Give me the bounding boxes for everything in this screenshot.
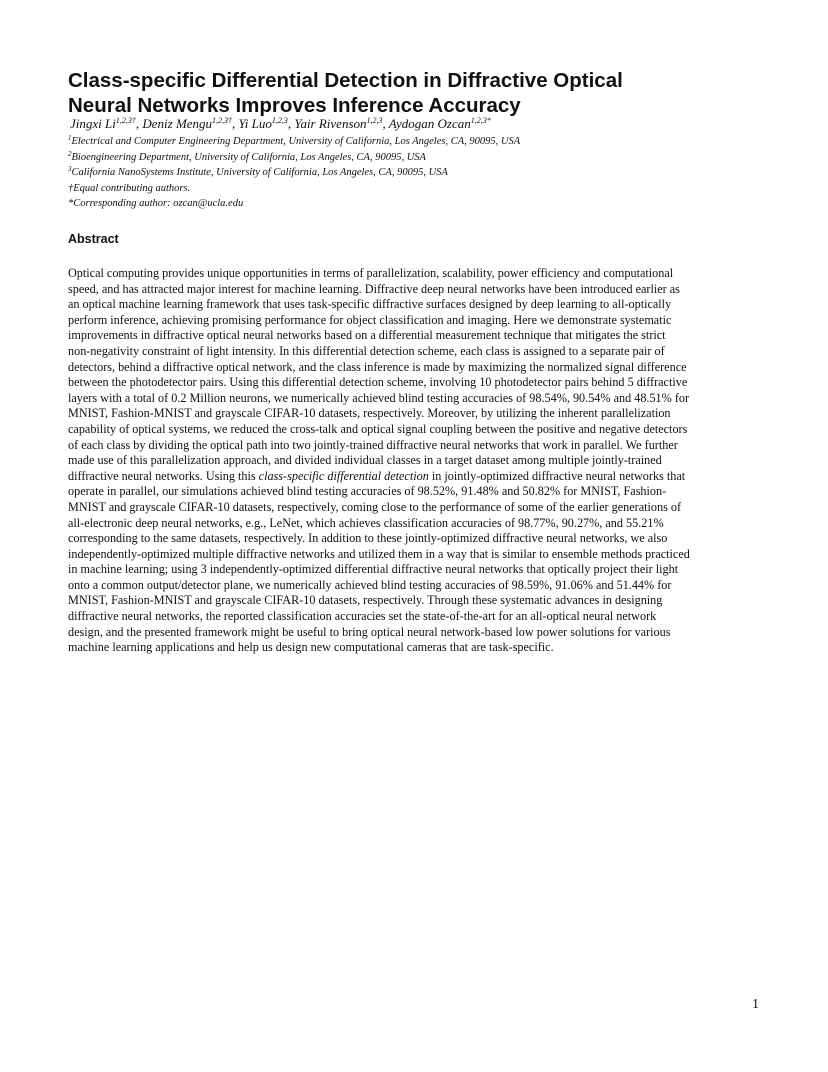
abstract-line: MNIST, Fashion-MNIST and grayscale CIFAR-10 datasets, respectively. Through these systematic advances in designing <box>68 593 663 608</box>
title-line: Neural Networks Improves Inference Accuracy <box>68 94 521 117</box>
author-affiliation-mark: 1,2,3† <box>212 116 233 125</box>
abstract-line: perform inference, achieving promising performance for object classification and imaging. Here we demonstrate systematic <box>68 312 672 327</box>
affiliation-text: Bioengineering Department, University of California, Los Angeles, CA, 90095, USA <box>71 151 426 163</box>
author-name: Yair Rivenson <box>294 116 367 131</box>
emphasized-term: class-specific differential detection <box>258 468 429 483</box>
affiliation-mark: 1 <box>68 134 72 142</box>
abstract-line: all-electronic deep neural networks, e.g., LeNet, which achieves classification accuracies of 98.77%, 90.27%, and 55.21% <box>68 515 664 530</box>
author-affiliation-mark: 1,2,3 <box>366 116 383 125</box>
affiliation-text: California NanoSystems Institute, University of California, Los Angeles, CA, 90095, USA <box>71 167 448 178</box>
author-affiliation-mark: 1,2,3† <box>115 116 136 125</box>
abstract-line: detectors, behind a diffractive optical network, and the class inference is made by maximizing the normalized signal difference <box>68 359 687 374</box>
abstract-line: MNIST and grayscale CIFAR-10 datasets, respectively, coming close to the performance of some of the earlier generations of <box>68 499 682 514</box>
abstract-line-with-emphasis <box>68 469 768 485</box>
abstract-line: machine learning applications and help us design new computational cameras that are task-specific. <box>68 640 554 655</box>
abstract-line: of each class by dividing the optical path into two jointly-trained diffractive neural networks that work in parallel. We further <box>68 437 678 452</box>
abstract-line: operate in parallel, our simulations achieved blind testing accuracies of 98.52%, 91.48% and 50.82% for MNIST, Fashion- <box>68 484 667 499</box>
abstract-line: capability of optical systems, we reduced the cross-talk and optical signal coupling between the positive and negative detectors <box>68 421 688 436</box>
affiliation-text: Electrical and Computer Engineering Department, University of California, Los Angeles, CA, 90095, USA <box>71 136 521 147</box>
abstract-line: diffractive neural networks, the reported classification accuracies set the state-of-the-art for an all-optical neural network <box>68 609 657 624</box>
paper-title <box>68 68 768 118</box>
affiliation-mark: 3 <box>68 165 72 173</box>
affiliation-mark: 2 <box>68 149 72 158</box>
author-affiliation-mark: 1,2,3 <box>271 116 288 125</box>
abstract-line: corresponding to the same datasets, respectively. In addition to these jointly-optimized diffractive neural networks, we also <box>68 531 668 546</box>
abstract-line: layers with a total of 0.2 Million neurons, we numerically achieved blind testing accuracies of 98.54%, 90.54% and 48.51% for <box>68 390 690 405</box>
abstract-body <box>68 266 768 656</box>
affiliation <box>68 134 788 150</box>
abstract-line: between the photodetector pairs. Using this differential detection scheme, involving 10 photodetector pairs behind 5 diffractive <box>68 375 688 390</box>
author-name: Deniz Mengu <box>142 116 213 131</box>
author-name: Jingxi Li <box>70 116 116 131</box>
abstract-line: onto a common output/detector plane, we numerically achieved blind testing accuracies of 98.59%, 91.06% and 51.44% for <box>68 577 672 592</box>
abstract-line: speed, and has attracted major interest for machine learning. Diffractive deep neural networks have been introduced earlier as <box>68 281 680 296</box>
title-line: Class-specific Differential Detection in Diffractive Optical <box>68 69 623 92</box>
abstract-line: MNIST, Fashion-MNIST and grayscale CIFAR-10 datasets, respectively. Moreover, by utilizing the inherent parallelization <box>68 406 671 421</box>
abstract-line: non-negativity constraint of light intensity. In this differential detection scheme, each class is assigned to a separate pair of <box>68 343 665 358</box>
abstract-line: Optical computing provides unique opportunities in terms of parallelization, scalability, power efficiency and computational <box>68 266 674 280</box>
abstract-line: in machine learning; using 3 independently-optimized differential diffractive neural networks that optically project their light <box>68 562 679 577</box>
affiliation-block <box>68 134 788 212</box>
equal-contribution-note: †Equal contributing authors. <box>68 182 191 194</box>
page-number: 1 <box>752 997 759 1012</box>
author-name: Yi Luo <box>238 116 272 131</box>
corresponding-author-note: *Corresponding author: ozcan@ucla.edu <box>68 198 244 209</box>
abstract-text-segment: diffractive neural networks. Using this <box>68 468 259 483</box>
abstract-line: an optical machine learning framework that uses task-specific diffractive surfaces designed by deep learning to all-optically <box>68 297 672 312</box>
abstract-heading: Abstract <box>68 232 119 246</box>
author-list: Jingxi $Li^{1,2,3\dagger}$, Deniz Mengu$^{1,2,3\dagger}$, Yi Luo$^{1,2,3}$, Yair Rivenson$^{1,2,3}$, Aydogan Ozcan$^{1,2,3*}$ <box>70 116 491 131</box>
abstract-line: improvements in diffractive optical neural networks based on a differential measurement technique that mitigates the strict <box>68 328 666 343</box>
author-name: Aydogan Ozcan <box>388 116 471 131</box>
abstract-line: design, and the presented framework might be useful to bring optical neural network-based low power solutions for various <box>68 624 671 639</box>
abstract-line: made use of this parallelization approach, and divided individual classes in a target dataset among multiple jointly-trained <box>68 453 662 468</box>
affiliation <box>68 150 788 166</box>
affiliation <box>68 165 788 181</box>
abstract-text-segment: in jointly-optimized diffractive neural networks that <box>428 468 686 483</box>
author-affiliation-mark: 1,2,3* <box>470 116 491 125</box>
abstract-line: independently-optimized multiple diffractive networks and utilized them in a way that is similar to ensemble methods practiced <box>68 546 690 561</box>
